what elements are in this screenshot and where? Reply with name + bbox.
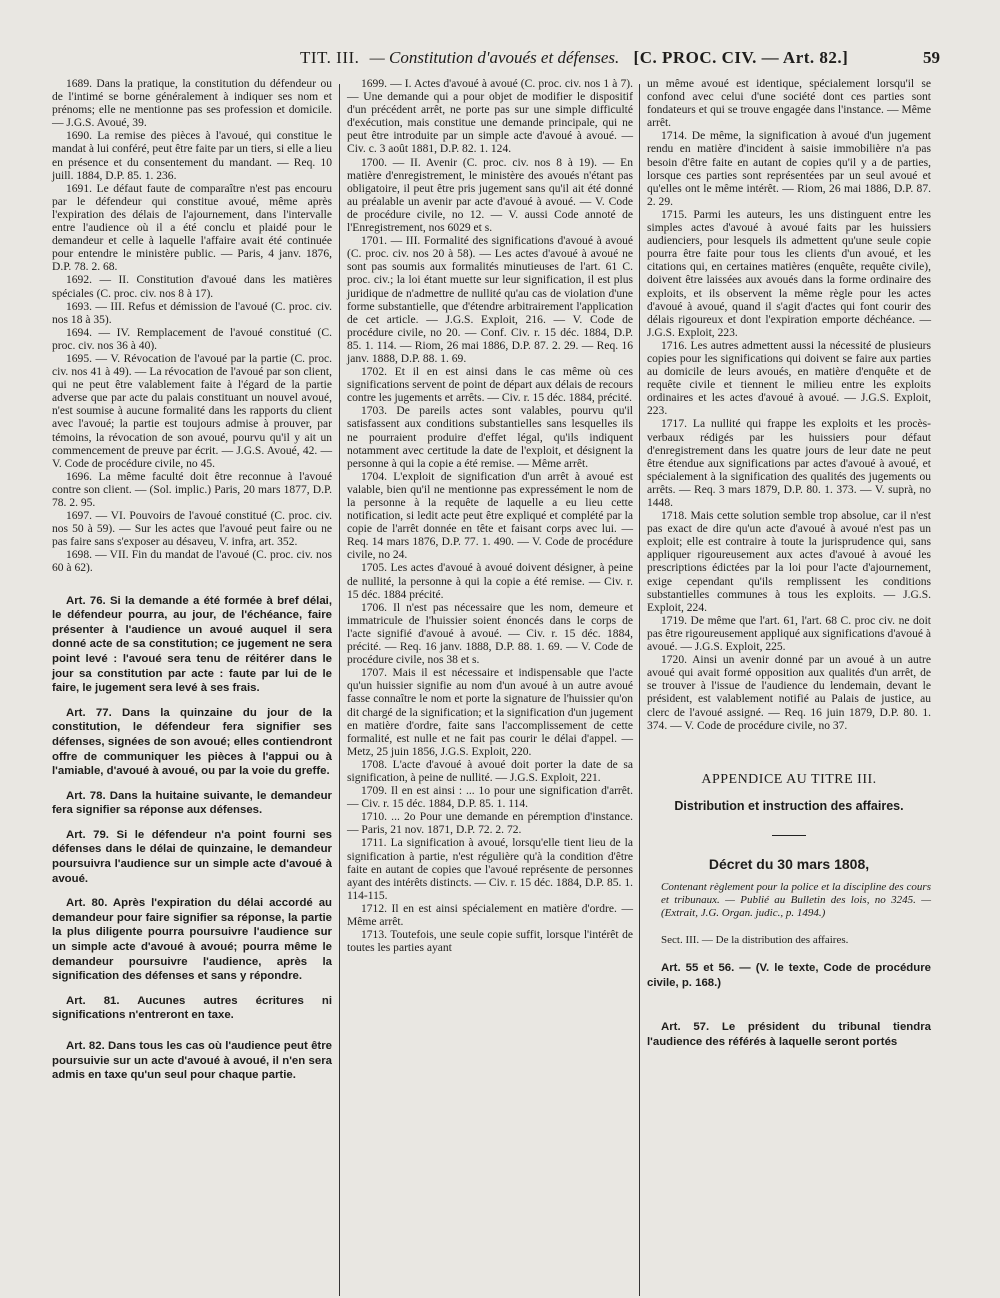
paragraph-1716: 1716. Les autres admettent aussi la nécessité de plusieurs copies pour les significations qui doivent se faire aux parties au domicile de leurs avoués, en matière d'enquête et de requête civile et tiennent le milieu entre les exploits ordinaires et les actes d'avoué à avoué. — J.G.S. Exploit, 223. — [647, 339, 931, 418]
paragraph-1720: 1720. Ainsi un avenir donné par un avoué à un autre avoué qui avait formé opposition aux qualités d'un arrêt, de se trouver à l'issue de l'audience du lendemain, devant le président, est valablement notifié au Palais de justice, au clerc de l'avoué assigné. — Req. 16 juin 1879, D.P. 80. 1. 374. — V. Code de procédure civile, no 37. — [647, 654, 931, 732]
decree-title: Décret du 30 mars 1808, — [708, 855, 870, 872]
paragraph-1690: 1690. La remise des pièces à l'avoué, qui constitue le mandat à lui conféré, peut être faite par un tiers, si elle a lieu en présence et du consentement du mandant. — Req. 10 juill. 1884, D.P. 85. 1. 236. — [52, 130, 332, 182]
article-77: Art. 77. Dans la quinzaine du jour de la constitution, le défendeur fera signifier ses défenses, signées de son avoué; elles contiendront offre de communiquer les pièces à l'appui ou à l'amiable, d'avoué à avoué, ou par la voie du greffe. — [52, 706, 332, 778]
paragraph-1695: 1695. — V. Révocation de l'avoué par la partie (C. proc. civ. nos 41 à 49). — La révocation de l'avoué par son client, qui ne peut être valablement faite à l'égard de la partie adverse que par acte du palais constituant un nouvel avoué, n'est soumise à aucune formalité dans les rapports du client avec l'avoué; la partie est toujours admise à prouver, par témoins, la révocation de son avoué, pourvu qu'il y ait un commencement de preuve par écrit. — J.G.S. Avoué, 42. — V. Code de procédure civile, no 45. — [52, 352, 332, 470]
paragraph-1707: 1707. Mais il est nécessaire et indispensable que l'acte qu'un huissier signifie au nom d'un avoué à un autre avoué fasse connaître le nom et porte la signature de l'huissier qu'on dit chargé de la signification; et la signification d'un jugement en matière d'ordre, faite sans l'accomplissement de cette formalité, est nulle et ne fait pas courir le délai d'appel. — Metz, 25 juin 1856, J.G.S. Exploit, 220. — [347, 667, 633, 758]
header-title-number: TIT. III. — [300, 48, 360, 67]
paragraph-1696: 1696. La même faculté doit être reconnue à l'avoué contre son client. — (Sol. implic.) Paris, 20 mars 1877, D.P. 78. 2. 95. — [52, 470, 332, 509]
column-rule-right — [639, 84, 640, 1296]
appendix-title: APPENDICE AU TITRE III. — [701, 771, 877, 787]
article-82: Art. 82. Dans tous les cas où l'audience peut être poursuivie sur un acte d'avoué à avoué, il n'en sera admis en taxe qu'un seul pour chaque partie. — [52, 1040, 332, 1082]
paragraph-1709: 1709. Il en est ainsi : ... 1o pour une signification d'arrêt. — Civ. r. 15 déc. 1884, D.P. 85. 1. 114. — [347, 785, 633, 811]
decree-note: Contenant règlement pour la police et la discipline des cours et tribunaux. — Publié au Bulletin des lois, no 3245. — (Extrait, J.G. Organ. judic., p. 1494.) — [661, 880, 931, 919]
paragraph-1706: 1706. Il n'est pas nécessaire que les nom, demeure et immatricule de l'huissier soient énoncés dans le corps de l'acte signifié d'avoué à avoué. — Civ. r. 15 déc. 1884, précité. — Req. 16 janv. 1888, D.P. 88. 1. 69. — V. Code de procédure civile, nos 38 et s. — [347, 601, 633, 667]
paragraph-1711: 1711. La signification à avoué, lorsqu'elle tient lieu de la signification à partie, n'est régulière qu'à la condition d'être faite en autant de copies que l'avoué représente de personnes ayant des intérêts distincts. — Civ. r. 15 déc. 1884, D.P. 85. 1. 114-115. — [347, 837, 633, 902]
header-title: — Constitution d'avoués et défenses. — [369, 48, 620, 67]
paragraph-1692: 1692. — II. Constitution d'avoué dans les matières spéciales (C. proc. civ. nos 8 à 17). — [52, 274, 332, 300]
header-code-reference: [C. PROC. CIV. — Art. 82.] — [633, 48, 849, 67]
paragraph-1701: 1701. — III. Formalité des significations d'avoué à avoué (C. proc. civ. nos 20 à 58). — Les actes d'avoué à avoué ne sont pas soumis aux formalités minutieuses de l'art. 61 C. proc. civ.; la loi étant muette sur leur signification, il est plus juridique de n'admettre de nullité qu'au cas de violation d'une forme substantielle, que d'étendre arbitrairement l'application de cet article. — J.G.S. Exploit, 216. — V. Code de procédure civile, no 20. — Conf. Civ. r. 15 déc. 1884, D.P. 85. 1. 114. — Riom, 26 mai 1886, D.P. 87. 2. 29. — Req. 16 janv. 1888, D.P. 88. 1. 69. — [347, 235, 633, 365]
paragraph-1714: 1714. De même, la signification à avoué d'un jugement rendu en matière d'incident à saisie immobilière n'a pas besoin d'être faite en autant de copies qu'il y a de parties, lorsque ces parties sont représentées par un seul avoué et qu'elles ont le même intérêt. — Riom, 26 mai 1886, D.P. 87. 2. 29. — [647, 130, 931, 208]
paragraph-1705: 1705. Les actes d'avoué à avoué doivent désigner, à peine de nullité, la personne à qui la copie a été remise. — Civ. r. 15 déc. 1884 précité. — [347, 562, 633, 601]
paragraph-1713: 1713. Toutefois, une seule copie suffit, lorsque l'intérêt de toutes les parties ayant — [347, 929, 633, 955]
paragraph-1703: 1703. De pareils actes sont valables, pourvu qu'il satisfassent aux conditions substantielles sans lesquelles ils ne pourraient produire d'effet légal, qu'ils indiquent notamment avec certitude la date de l'exploit, et désignent la personne à qui la copie a été remise. — Même arrêt. — [347, 405, 633, 470]
paragraph-1710: 1710. ... 2o Pour une demande en péremption d'instance. — Paris, 21 nov. 1871, D.P. 72. 2. 72. — [347, 811, 633, 837]
article-81: Art. 81. Aucunes autres écritures ni significations n'entreront en taxe. — [52, 994, 332, 1022]
article-57: Art. 57. Le président du tribunal tiendra l'audience des référés à laquelle seront portés — [647, 1021, 931, 1048]
paragraph-1718: 1718. Mais cette solution semble trop absolue, car il n'est pas exact de dire qu'un acte d'avoué à avoué n'est pas un exploit; elle est contraire à toute la jurisprudence qui, sans appliquer rigoureusement aux actes d'avoué à avoué les prescriptions édictées par la loi pour l'acte d'ajournement, exige cependant qu'ils remplissent les conditions substantielles communes à tous les exploits. — J.G.S. Exploit, 224. — [647, 510, 931, 614]
column-middle — [347, 78, 633, 955]
paragraph-1712: 1712. Il en est ainsi spécialement en matière d'ordre. — Même arrêt. — [347, 902, 633, 928]
paragraph-1700: 1700. — II. Avenir (C. proc. civ. nos 8 à 19). — En matière d'enregistrement, le ministère des avoués n'étant pas obligatoire, il peut être pris jugement sans qu'il ait été donné au préalable un avenir par acte d'avoué à avoué. — V. Code de procédure civile, no 12. — V. aussi Code annoté de l'Enregistrement, nos 6029 et s. — [347, 156, 633, 235]
article-78: Art. 78. Dans la huitaine suivante, le demandeur fera signifier sa réponse aux défenses. — [52, 789, 332, 817]
paragraph-1691: 1691. Le défaut faute de comparaître n'est pas encouru par le défendeur qui constitue avoué, même après l'expiration des délais de l'ajournement, dans l'intervalle entre l'audience où il a été conclu et plaidé pour le demandeur et celle à laquelle l'affaire avait été continuée pour entendre le ministère public. — Paris, 4 janv. 1876, D.P. 78. 2. 68. — [52, 182, 332, 274]
page-number: 59 — [923, 48, 940, 67]
paragraph-1697: 1697. — VI. Pouvoirs de l'avoué constitué (C. proc. civ. nos 50 à 59). — Sur les actes que l'avoué peut faire ou ne pas faire sans s'exposer au désaveu, V. infra, art. 352. — [52, 510, 332, 549]
column-rule-left — [339, 84, 340, 1296]
column-right — [647, 78, 931, 1049]
paragraph-1704: 1704. L'exploit de signification d'un arrêt à avoué est valable, bien qu'il ne mentionne pas expressément le nom de la personne à la requête de laquelle a eu lieu cette notification, si ledit acte peut être expliqué et complété par la copie de l'arrêt donnée en tête et faisant corps avec lui. — Req. 14 mars 1876, D.P. 77. 1. 490. — V. Code de procédure civile, no 24. — [347, 470, 633, 562]
article-55-56: Art. 55 et 56. — (V. le texte, Code de procédure civile, p. 168.) — [647, 962, 931, 989]
paragraph-1708: 1708. L'acte d'avoué à avoué doit porter la date de sa signification, à peine de nullité. — J.G.S. Exploit, 221. — [347, 758, 633, 784]
paragraph-1693: 1693. — III. Refus et démission de l'avoué (C. proc. civ. nos 18 à 35). — [52, 300, 332, 326]
paragraph-1689: 1689. Dans la pratique, la constitution du défendeur ou de l'intimé se borne généralement à indiquer ses nom et prénoms; elle ne mentionne pas ses profession et domicile. — J.G.S. Avoué, 39. — [52, 78, 332, 130]
paragraph-1699: 1699. — I. Actes d'avoué à avoué (C. proc. civ. nos 1 à 7). — Une demande qui a pour objet de modifier le dispositif d'un précédent arrêt, ne porte pas sur une simple difficulté d'exécution, mais constitue une demande principale, qui ne peut être introduite par un simple acte d'avoué à avoué. — Civ. c. 3 août 1881, D.P. 82. 1. 124. — [347, 78, 633, 156]
column-left — [52, 78, 332, 1083]
section-heading: Sect. III. — De la distribution des affaires. — [661, 933, 849, 946]
appendix-subtitle: Distribution et instruction des affaires. — [674, 798, 904, 813]
article-79: Art. 79. Si le défendeur n'a point fourni ses défenses dans le délai de quinzaine, le demandeur poursuivra l'audience sur un simple acte d'avoué à avoué. — [52, 828, 332, 885]
paragraph-1719: 1719. De même que l'art. 61, l'art. 68 C. proc civ. ne doit pas être rigoureusement appliqué aux significations d'avoué à avoué. — J.G.S. Exploit, 225. — [647, 614, 931, 654]
paragraph-1717: 1717. La nullité qui frappe les exploits et les procès-verbaux rédigés par les huissiers pour défaut d'enregistrement dans les quatre jours de leur date ne peut être étendue aux significations par actes d'avoué à avoué, et spécialement à la signification des qualités des jugements ou arrêts. — Req. 3 mars 1879, D.P. 80. 1. 373. — V. suprà, no 1448. — [647, 418, 931, 509]
paragraph-1715: 1715. Parmi les auteurs, les uns distinguent entre les simples actes d'avoué à avoué faits par les huissiers audienciers, pour lesquels ils admettent qu'une seule copie pourra être faite pour tous les clients d'un avoué, et les citations qui, en certaines matières (enquête, requête civile), doivent être laissées aux avoués dans la forme ordinaire des exploits, et ils observent la même règle pour les actes d'avoué à avoué, quand il s'agit d'actes qui font courir des délais rigoureux et dont l'expiration emporte déchéance. — J.G.S. Exploit, 223. — [647, 208, 931, 339]
paragraph-1702: 1702. Et il en est ainsi dans le cas même où ces significations servent de point de départ aux délais de recours contre les jugements et arrêts. — Civ. r. 15 déc. 1884, précité. — [347, 366, 633, 405]
article-76: Art. 76. Si la demande a été formée à bref délai, le défendeur pourra, au jour, de l'échéance, faire présenter à l'audience un avoué auquel il sera donné acte de sa constitution; ce jugement ne sera point levé : l'avoué sera tenu de réitérer dans le jour sa constitution par acte : faute par lui de le faire, le jugement sera levé à ses frais. — [52, 594, 332, 695]
running-header — [300, 48, 940, 72]
paragraph-1698: 1698. — VII. Fin du mandat de l'avoué (C. proc. civ. nos 60 à 62). — [52, 549, 332, 575]
paragraph-1694: 1694. — IV. Remplacement de l'avoué constitué (C. proc. civ. nos 36 à 40). — [52, 326, 332, 352]
paragraph-1713-continued: un même avoué est identique, spécialement lorsqu'il se confond avec celui d'une société dont ces parties sont fondateurs et qui se trouve engagée dans l'instance. — Même arrêt. — [647, 78, 931, 130]
article-80: Art. 80. Après l'expiration du délai accordé au demandeur pour faire signifier sa réponse, la partie la plus diligente pourra poursuivre l'audience sur un simple acte d'avoué à avoué; pourra même le demandeur poursuivre l'audience, après la signification des défenses et sans y répondre. — [52, 897, 332, 983]
